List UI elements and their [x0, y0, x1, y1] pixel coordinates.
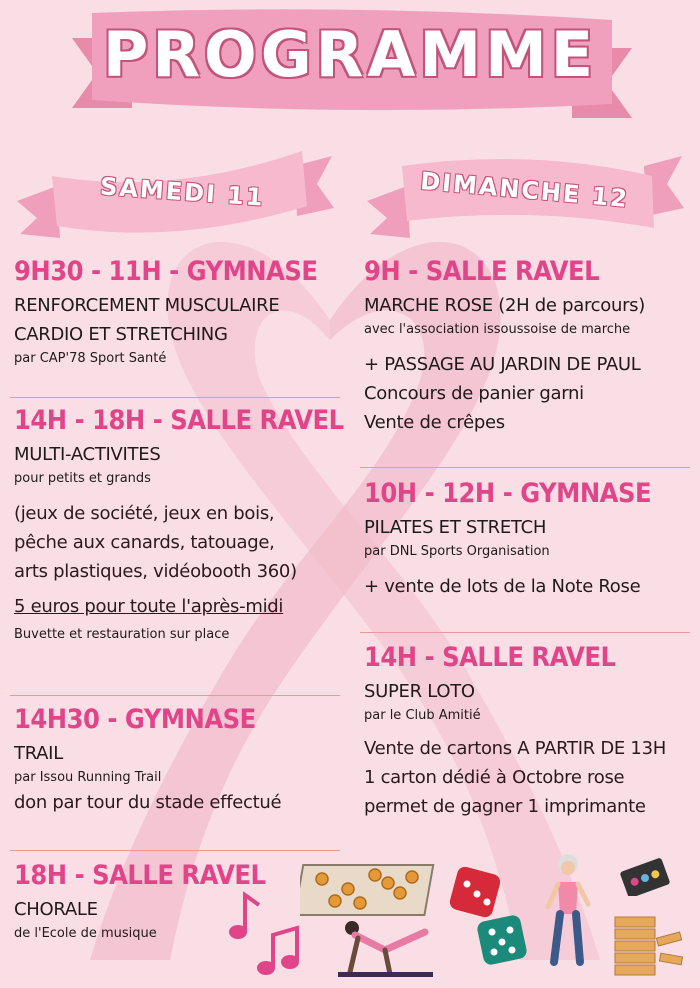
teal-dice-icon [472, 910, 532, 970]
event-heading: 14H - SALLE RAVEL [364, 642, 616, 673]
event-extra: 1 carton dédié à Octobre rose [364, 767, 625, 788]
event-detail: arts plastiques, vidéobooth 360) [14, 561, 297, 582]
event-title: TRAIL [14, 743, 63, 764]
event-organizer: par Issou Running Trail [14, 770, 162, 785]
event-extra: don par tour du stade effectué [14, 792, 282, 813]
event-title: CARDIO ET STRETCHING [14, 324, 228, 345]
event-price: 5 euros pour toute l'après-midi [14, 596, 284, 617]
sunday-event-3 [364, 642, 666, 821]
event-organizer: par le Club Amitié [364, 708, 481, 723]
event-extra: Vente de crêpes [364, 412, 505, 433]
event-detail: (jeux de société, jeux en bois, [14, 503, 275, 524]
sunday-event-1 [364, 256, 645, 437]
event-heading: 14H30 - GYMNASE [14, 704, 256, 735]
music-notes-icon [224, 890, 304, 980]
pilates-woman-icon [330, 910, 440, 980]
event-extra-title: + PASSAGE AU JARDIN DE PAUL [364, 354, 641, 375]
event-heading: 14H - 18H - SALLE RAVEL [14, 405, 344, 436]
event-title: PILATES ET STRETCH [364, 517, 547, 538]
wood-tower-game-icon [605, 905, 685, 980]
divider [10, 397, 340, 398]
saturday-event-1 [14, 256, 317, 369]
event-title: SUPER LOTO [364, 681, 475, 702]
event-title: RENFORCEMENT MUSCULAIRE [14, 295, 280, 316]
divider [360, 467, 690, 468]
event-extra: + vente de lots de la Note Rose [364, 576, 641, 597]
divider [10, 695, 340, 696]
event-detail: pêche aux canards, tatouage, [14, 532, 275, 553]
event-heading: 9H30 - 11H - GYMNASE [14, 256, 318, 287]
saturday-event-3 [14, 704, 281, 817]
saturday-event-2 [14, 405, 344, 645]
event-extra: Concours de panier garni [364, 383, 584, 404]
event-heading: 10H - 12H - GYMNASE [364, 478, 652, 509]
sunday-event-2 [364, 478, 651, 601]
walking-woman-icon [540, 852, 595, 972]
page-title: PROGRAMME [102, 18, 598, 91]
event-extra: Vente de cartons A PARTIR DE 13H [364, 738, 666, 759]
event-organizer: de l'Ecole de musique [14, 926, 157, 941]
event-heading: 18H - SALLE RAVEL [14, 860, 266, 891]
makeup-palette-icon [620, 856, 670, 896]
event-title: MULTI-ACTIVITES [14, 444, 161, 465]
event-organizer: avec l'association issoussoise de marche [364, 322, 631, 337]
event-extra: permet de gagner 1 imprimante [364, 796, 646, 817]
event-title: CHORALE [14, 899, 98, 920]
event-organizer: par CAP'78 Sport Santé [14, 351, 167, 366]
event-organizer: par DNL Sports Organisation [364, 544, 550, 559]
event-note: Buvette et restauration sur place [14, 627, 230, 642]
sunday-label: DIMANCHE 12 [419, 166, 631, 214]
event-heading: 9H - SALLE RAVEL [364, 256, 600, 287]
saturday-label: SAMEDI 11 [99, 172, 266, 212]
divider [10, 850, 340, 851]
event-title: MARCHE ROSE (2H de parcours) [364, 295, 645, 316]
divider [360, 632, 690, 633]
event-subtitle: pour petits et grands [14, 471, 151, 486]
